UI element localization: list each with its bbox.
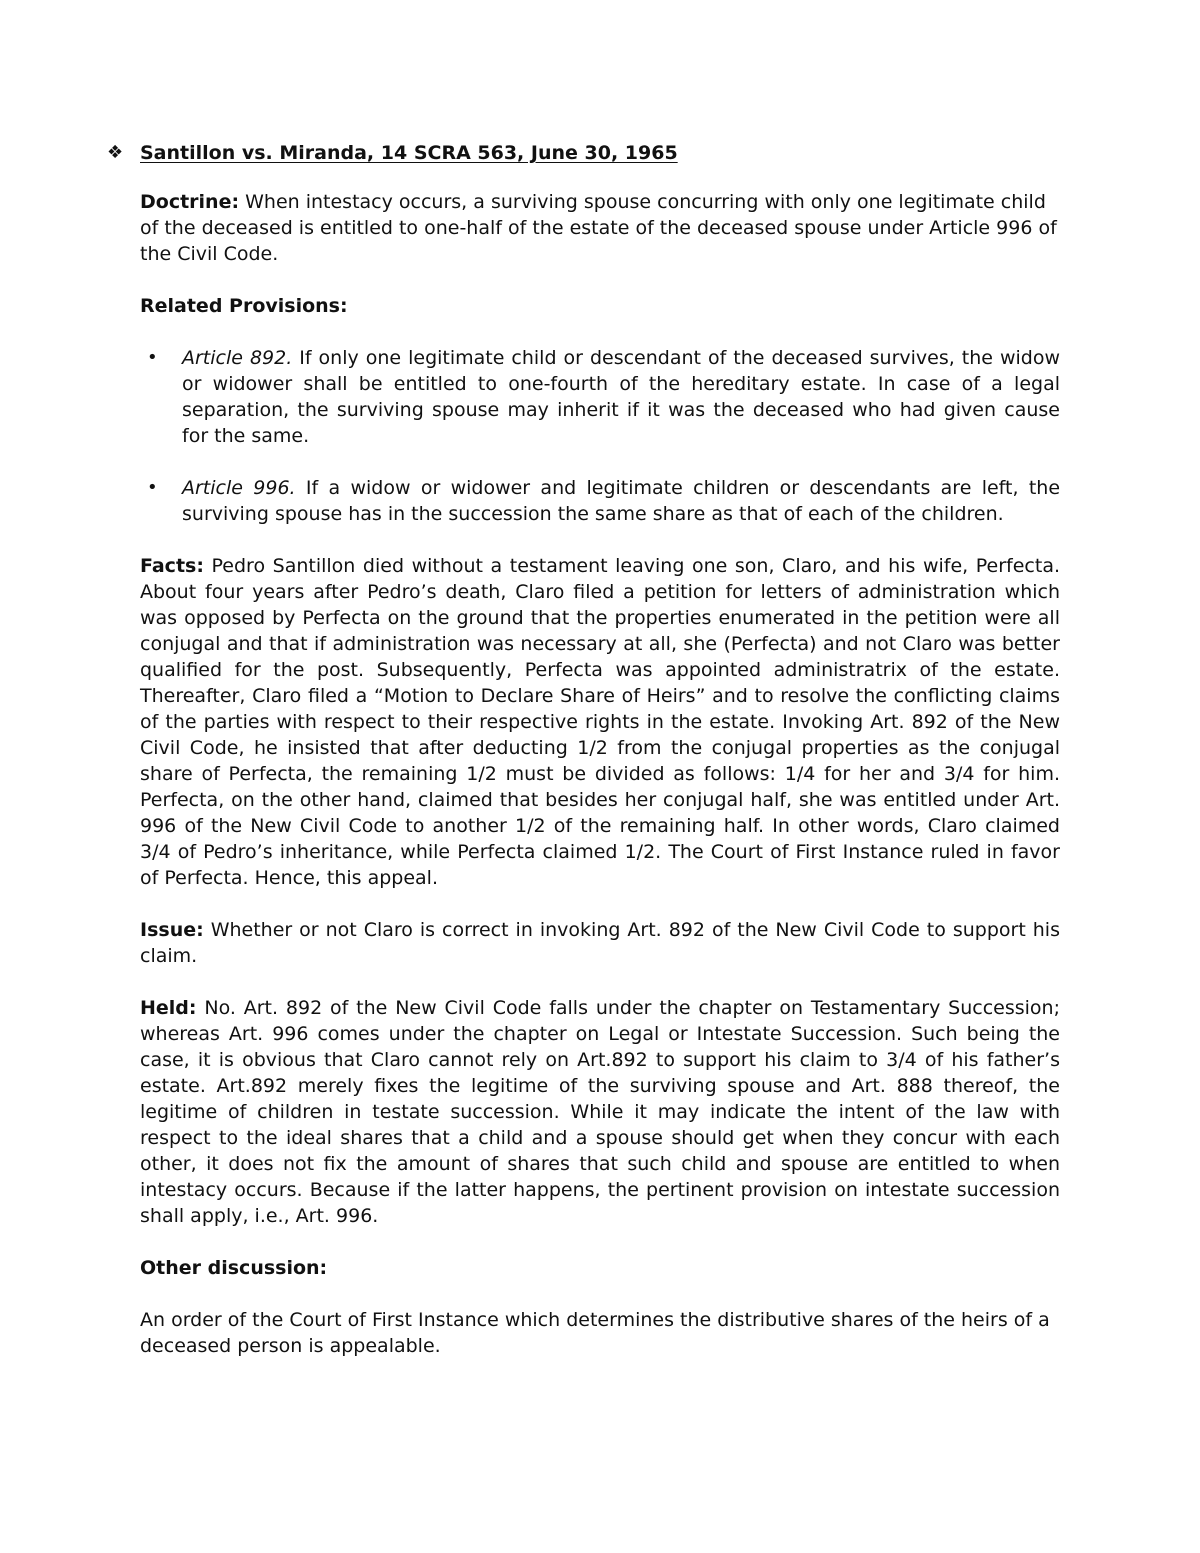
provision-text: If a widow or widower and legitimate children or descendants are left, the surviving spouse has in the succession the same share as that of each of the children.	[182, 477, 1061, 525]
provision-item-article-892	[147, 345, 1061, 449]
other-discussion-text: An order of the Court of First Instance which determines the distributive shares of the heirs of a deceased person is appealable.	[140, 1309, 1050, 1357]
case-title: Santillon vs. Miranda, 14 SCRA 563, June 30, 1965	[140, 142, 678, 164]
held-text: No. Art. 892 of the New Civil Code falls under the chapter on Testamentary Succession; whereas Art. 996 comes under the chapter on Legal or Intestate Succession. Such being the case, it is obvious that Claro cannot rely on Art.892 to support his claim to 3/4 of his father’s estate. Art.892 merely fixes the legitime of the surviving spouse and Art. 888 thereof, the legitime of children in testate succession. While it may indicate the intent of the law with respect to the ideal shares that a child and a spouse should get when they concur with each other, it does not fix the amount of shares that such child and spouse are entitled to when intestacy occurs. Because if the latter happens, the pertinent provision on intestate succession shall apply, i.e., Art. 996.	[140, 997, 1060, 1227]
provision-ref: Article 892.	[182, 347, 293, 369]
bullet-icon: •	[147, 477, 158, 498]
provision-item-article-996	[147, 475, 1061, 527]
other-discussion-heading: Other discussion:	[140, 1257, 328, 1279]
document-page	[107, 140, 1061, 1385]
held-paragraph	[140, 995, 1060, 1229]
doctrine-paragraph	[140, 189, 1060, 267]
issue-label: Issue:	[140, 919, 204, 941]
facts-text: Pedro Santillon died without a testament leaving one son, Claro, and his wife, Perfecta. About four years after Pedro’s death, Claro filed a petition for letters of administration which was opposed by Perfecta on the ground that the properties enumerated in the petition were all conjugal and that if administration was necessary at all, she (Perfecta) and not Claro was better qualified for the post. Subsequently, Perfecta was appointed administratrix of the estate. Thereafter, Claro filed a “Motion to Declare Share of Heirs” and to resolve the conflicting claims of the parties with respect to their respective rights in the estate. Invoking Art. 892 of the New Civil Code, he insisted that after deducting 1/2 from the conjugal properties as the conjugal share of Perfecta, the remaining 1/2 must be divided as follows: 1/4 for her and 3/4 for him. Perfecta, on the other hand, claimed that besides her conjugal half, she was entitled under Art. 996 of the New Civil Code to another 1/2 of the remaining half. In other words, Claro claimed 3/4 of Pedro’s inheritance, while Perfecta claimed 1/2. The Court of First Instance ruled in favor of Perfecta. Hence, this appeal.	[140, 555, 1061, 889]
doctrine-text: When intestacy occurs, a surviving spouse concurring with only one legitimate child of the deceased is entitled to one-half of the estate of the deceased spouse under Article 996 of the Civil Code.	[140, 191, 1057, 265]
diamond-bullet-icon: ❖	[107, 142, 124, 163]
doctrine-label: Doctrine:	[140, 191, 240, 213]
issue-text: Whether or not Claro is correct in invoking Art. 892 of the New Civil Code to support his claim.	[140, 919, 1060, 967]
provision-text: If only one legitimate child or descendant of the deceased survives, the widow or widower shall be entitled to one-fourth of the hereditary estate. In case of a legal separation, the surviving spouse may inherit if it was the deceased who had given cause for the same.	[182, 347, 1061, 447]
facts-label: Facts:	[140, 555, 204, 577]
provision-ref: Article 996.	[182, 477, 296, 499]
related-provisions-heading: Related Provisions:	[140, 295, 348, 317]
facts-paragraph	[140, 553, 1060, 891]
case-title-row	[107, 140, 1060, 166]
issue-paragraph	[140, 917, 1060, 969]
held-label: Held:	[140, 997, 197, 1019]
bullet-icon: •	[147, 347, 158, 368]
related-provisions-list	[140, 345, 1060, 527]
